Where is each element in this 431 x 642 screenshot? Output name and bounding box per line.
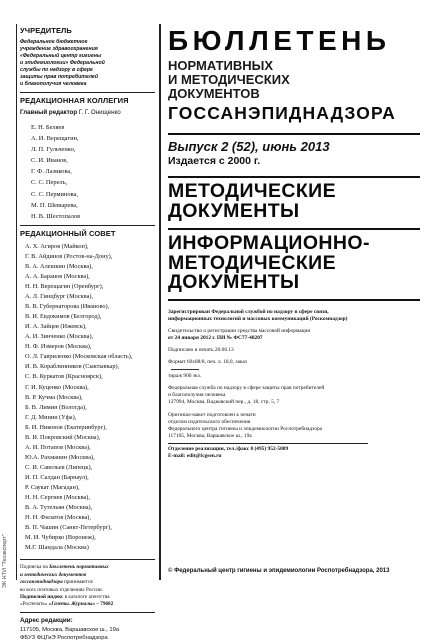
council-member: В. А. Тутельян (Москва), [25, 504, 93, 512]
founder-text [20, 39, 155, 88]
certificate-line: Свидетельство о регистрации средства массовой информации [168, 327, 311, 334]
heading-line: МЕТОДИЧЕСКИЕ [168, 251, 337, 274]
founder-line: и эпидемиологии» Федеральной [20, 60, 105, 66]
council-member: Н. Н. Сергиев (Москва), [25, 494, 90, 502]
subscription-title: госсанэпиднадзора [20, 579, 63, 586]
council-member: М.Г. Шандала (Москва) [25, 544, 89, 552]
agency-line: 127994, Москва, Вадковский пер., д. 18, стр. 5, 7 [168, 399, 280, 406]
council-member: Н. Ф. Измеров (Москва), [25, 343, 92, 351]
council-member: В. И. Покровский (Москва), [25, 433, 101, 441]
certificate-number: от 24 января 2012 г. ПИ № ФС77-48207 [168, 334, 263, 341]
masthead-subtitle-line: И МЕТОДИЧЕСКИХ [168, 72, 290, 87]
board-member: А. И. Верещагин, [31, 135, 79, 143]
board-member: С. С. Перминова, [31, 190, 78, 198]
subscription-line [20, 564, 155, 571]
council-member: И. А. Зайцев (Ижевск), [25, 323, 87, 331]
subscription-line: во всех почтовых отделениях России. [20, 586, 103, 593]
subscription-info [20, 564, 155, 608]
circulation-text: тираж 900 экз. [168, 373, 202, 380]
section-rule [168, 176, 420, 178]
subscription-line [20, 601, 155, 608]
subscription-text: «Роспечать» [20, 601, 48, 608]
council-member: А. Л. Гинцбург (Москва), [25, 293, 94, 301]
council-member: А. А. Баранов (Москва), [25, 272, 90, 280]
subscription-title: Бюллетень нормативных [49, 564, 109, 571]
left-border-line [16, 24, 17, 580]
chief-editor-name: Г. Г. Онищенко [78, 109, 121, 116]
council-member: Ю.А. Рахманин (Москва), [25, 453, 95, 461]
council-member: И. П. Салдан (Барнаул), [25, 473, 89, 481]
heading-line: ДОКУМЕНТЫ [168, 199, 300, 222]
council-title: РЕДАКЦИОННЫЙ СОВЕТ [20, 228, 116, 238]
masthead-agency: ГОССАНЭПИДНАДЗОРА [168, 103, 396, 123]
council-member: О. Л. Гавриленко (Московская область), [25, 353, 133, 361]
agency-line: Федеральная служба по надзору в сфере защиты прав потребителей [168, 385, 325, 392]
subscription-text: Подписка на [20, 564, 48, 571]
divider [20, 225, 155, 226]
chief-editor [20, 109, 155, 116]
heading-line: ИНФОРМАЦИОННО- [168, 232, 370, 254]
sales-contact [168, 446, 420, 453]
board-member: Л. П. Гульченко, [31, 146, 76, 154]
founder-title: УЧРЕДИТЕЛЬ [20, 26, 72, 35]
divider [20, 559, 155, 560]
board-member: С. И. Иванов, [31, 157, 68, 165]
imprint-column [20, 26, 155, 642]
council-member: В. И. Евдокимов (Белгород), [25, 313, 102, 321]
published-since: Издается с 2000 г. [168, 155, 261, 167]
council-member: С. И. Савельев (Липецк), [25, 463, 93, 471]
subscription-text: в каталоге агентства [63, 593, 110, 600]
council-member: Р. Саукат (Магадан), [25, 483, 80, 491]
council-member: В. В. Губернаторова (Иваново), [25, 303, 110, 311]
masthead-subtitle-line: ДОКУМЕНТОВ [168, 86, 260, 101]
council-member-list [20, 242, 155, 553]
email-text: E-mail: edit@fcgsen.ru [168, 453, 222, 459]
format-line [168, 359, 420, 380]
agency-line: и благополучия человека [168, 392, 226, 399]
council-member: М. И. Чубирко (Воронеж), [25, 534, 96, 542]
council-member: Г. В. Айдинов (Ростов-на-Дону), [25, 252, 113, 260]
board-title: РЕДАКЦИОННАЯ КОЛЛЕГИЯ [20, 96, 129, 105]
layout-line: 117105, Москва, Варшавское ш., 19а [168, 432, 252, 439]
founder-line: «Федеральный центр гигиены [20, 53, 102, 59]
layout-line: Оригинал-макет подготовлен к печати [168, 411, 256, 418]
issue-number: Выпуск 2 (52), июнь 2013 [168, 139, 330, 154]
subscription-title: и методических документов [20, 571, 87, 578]
council-member: А. И. Потапов (Москва), [25, 443, 91, 451]
editorial-address-line: 117105, Москва, Варшавское ш., 19а [20, 626, 120, 633]
subscription-index: – 79682 [95, 601, 114, 608]
format-text: Формат 60x88/8, печ. л. 18,0, заказ [168, 358, 247, 365]
masthead-subtitle-line: НОРМАТИВНЫХ [168, 58, 274, 73]
registration-text: Зарегистрирован Федеральной службой по надзору в сфере связи, [168, 308, 329, 315]
council-member: Б. И. Никонов (Екатеринбург), [25, 423, 107, 431]
copyright: © Федеральный центр гигиены и эпидемиологии Роспотребнадзора, 2013 [168, 568, 390, 574]
layout-line: отделом издательского обеспечения [168, 418, 251, 425]
certificate-line [168, 335, 420, 342]
editorial-address-line: ФБУЗ ФЦГиЭ Роспотребнадзора [20, 634, 108, 641]
founder-line: и благополучия человека [20, 81, 87, 87]
council-member: В. Р. Кучма (Москва), [25, 393, 83, 401]
founder-line: защиты прав потребителей [20, 74, 98, 80]
council-member: Г. И. Куценко (Москва), [25, 383, 89, 391]
council-member: А. И. Зинченко (Москва), [25, 333, 94, 341]
subscription-text: принимается [62, 579, 93, 586]
founder-line: учреждение здравоохранения [20, 46, 98, 52]
registration-line [168, 316, 420, 323]
divider [168, 443, 368, 444]
council-member: И. В. Кораблинников (Сыктывкар), [25, 363, 120, 371]
council-member: В. А. Алешкин (Москва), [25, 262, 93, 270]
side-stamp: ЭК НТИ "Техэксперт" [2, 534, 8, 588]
editorial-address [20, 626, 155, 642]
board-member: Н. В. Шестопалов [31, 212, 81, 220]
founder-line: Федеральное бюджетное [20, 39, 88, 45]
editorial-address-title: Адрес редакции: [20, 616, 73, 624]
signed-date: Подписано в печать 20.06.13 [168, 346, 234, 353]
council-member: Г. Д. Минин (Уфа), [25, 413, 77, 421]
council-member: В. П. Чашин (Санкт-Петербург), [25, 524, 112, 532]
sales-text: Отделение реализации, тел./факс 8 (495) 952-5089 [168, 445, 289, 452]
board-member: Г. Ф. Лазикова, [31, 168, 72, 176]
council-member: Н. Н. Верещагин (Оренбург), [25, 283, 104, 291]
board-member: Е. Н. Беляев [31, 124, 65, 131]
council-member: Б. В. Лимин (Вологда), [25, 403, 87, 411]
subscription-catalog: «Газеты. Журналы» [47, 601, 96, 608]
masthead-rule [168, 133, 420, 135]
publication-info [168, 309, 420, 461]
registration-text: информационных технологий и массовых коммуникаций (Роскомнадзор) [168, 315, 348, 322]
column-divider [159, 24, 161, 580]
board-member: С. С. Перель, [31, 179, 68, 187]
subscription-line [20, 594, 155, 601]
board-member: М. П. Шевырева, [31, 201, 78, 209]
heading-line: ДОКУМЕНТЫ [168, 271, 300, 293]
divider [20, 92, 155, 93]
subscription-index-label: Подписной индекс [20, 593, 64, 600]
masthead-title: БЮЛЛЕТЕНЬ [168, 25, 391, 56]
board-member-list [20, 122, 155, 222]
section-rule [168, 299, 420, 301]
methodical-heading [168, 182, 420, 221]
council-member: А. Х. Агиров (Майкоп), [25, 242, 89, 250]
council-member: Н. Н. Филатов (Москва), [25, 514, 91, 522]
main-column [168, 26, 420, 460]
registration-line [168, 309, 420, 316]
informational-heading [168, 234, 420, 293]
subscription-line [20, 572, 155, 579]
email-contact [168, 453, 420, 460]
section-rule [168, 228, 420, 230]
subscription-line [20, 579, 155, 586]
layout-line: Федерального центра гигиены и эпидемиологии Роспотребнадзора [168, 425, 323, 432]
chief-editor-label: Главный редактор [20, 109, 78, 116]
founder-line: службы по надзору в сфере [20, 67, 93, 73]
council-member: С. В. Куркатов (Красноярск), [25, 373, 103, 381]
heading-line: МЕТОДИЧЕСКИЕ [168, 180, 337, 202]
divider [20, 612, 155, 613]
